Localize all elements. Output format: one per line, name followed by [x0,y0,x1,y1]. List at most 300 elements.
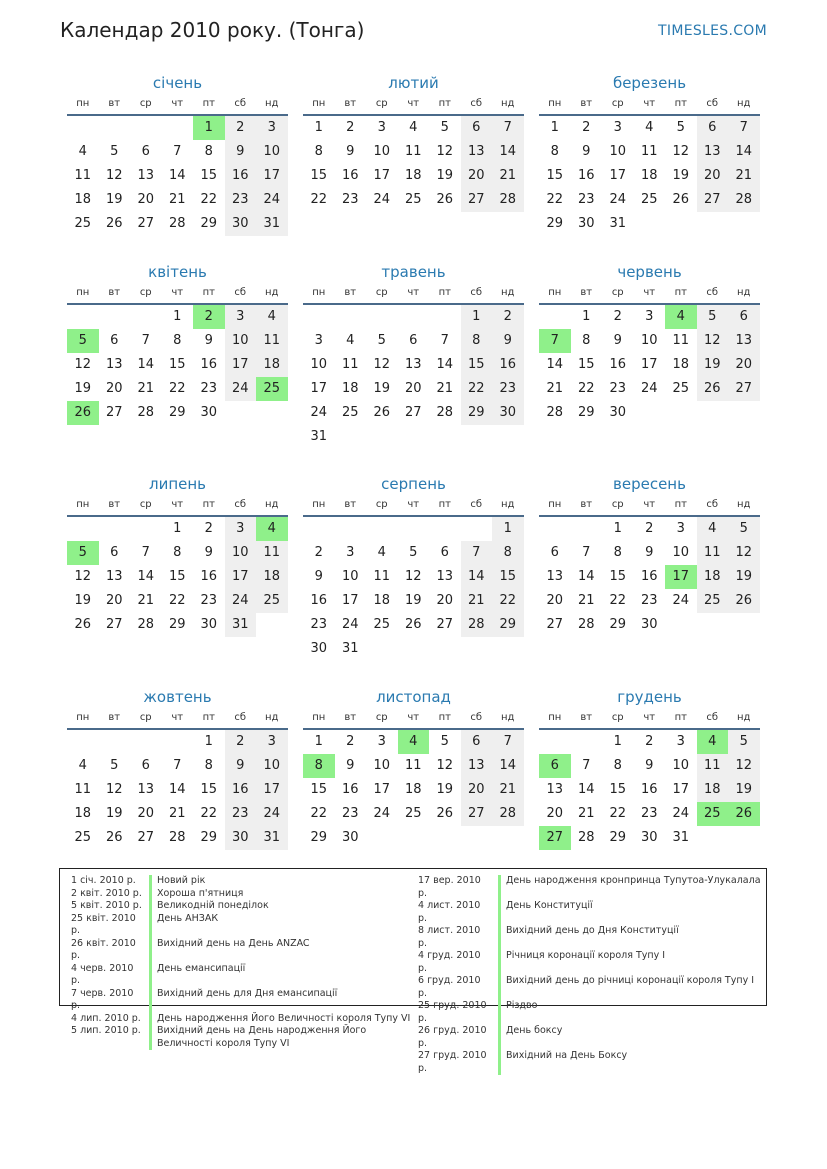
month-name: лютий [388,74,439,92]
day-cell: 22 [168,381,186,396]
day-cell: 5 [440,120,449,135]
day-cell: 17 [310,381,328,396]
day-cell: 24 [256,802,288,826]
weekday-header [539,94,760,116]
day-cell: 14 [546,357,564,372]
empty-cell [99,305,131,329]
day-cell: 25 [256,589,288,613]
weekday-label: вт [108,712,121,723]
week-row [539,613,760,637]
legend-date: 26 груд. 2010 р. [418,1025,487,1049]
day-cell: 24 [310,405,328,420]
day-cell: 13 [546,569,564,584]
day-cell: 13 [697,140,729,164]
day-cell: 14 [436,357,454,372]
day-cell: 27 [436,617,454,632]
day-cell: 13 [105,357,123,372]
day-cell: 9 [645,545,654,560]
month-name: листопад [376,688,451,706]
week-row [67,401,288,425]
day-cell: 2 [645,734,654,749]
legend-date [71,1038,143,1051]
day-cell: 24 [225,377,257,401]
day-cell: 30 [200,617,218,632]
week-row [67,565,288,589]
weekday-label: чт [643,287,656,298]
day-cell: 6 [550,545,559,560]
day-cell: 10 [672,758,690,773]
day-cell: 18 [74,192,92,207]
day-cell: 31 [225,613,257,637]
day-cell: 1 [204,734,213,749]
day-cell: 4 [78,144,87,159]
legend-row [418,875,761,900]
day-cell: 16 [640,782,658,797]
day-cell: 26 [436,806,454,821]
month-name: липень [148,475,207,493]
day-cell: 21 [492,778,524,802]
day-cell: 15 [168,569,186,584]
legend-holiday-name: Новий рік [157,875,206,886]
empty-cell [398,826,430,850]
day-cell: 12 [436,144,454,159]
empty-cell [492,425,524,449]
weekday-label: сб [234,499,247,510]
day-cell: 27 [137,830,155,845]
empty-cell [461,826,493,850]
day-cell: 28 [492,802,524,826]
week-row [539,802,760,826]
weekday-label: пн [76,499,90,510]
legend-marker [149,1038,152,1051]
week-row [539,329,760,353]
day-cell: 24 [256,188,288,212]
week-row [67,613,288,637]
day-cell: 26 [697,377,729,401]
day-cell: 18 [404,782,422,797]
day-cell: 14 [728,140,760,164]
day-cell: 3 [225,517,257,541]
day-cell: 2 [582,120,591,135]
day-cell: 5 [409,545,418,560]
day-cell: 24 [672,806,690,821]
legend-marker [498,1025,501,1050]
empty-cell [728,212,760,236]
day-cell: 3 [613,120,622,135]
legend-date: 5 квіт. 2010 р. [71,900,142,911]
legend-date: 25 квіт. 2010 р. [71,912,136,936]
legend-date: 8 лист. 2010 р. [418,925,481,949]
day-cell: 2 [346,734,355,749]
empty-cell [99,517,131,541]
weekday-label: пн [312,287,326,298]
legend-column-left [71,875,410,1050]
day-cell: 8 [582,333,591,348]
legend-marker [149,988,152,1013]
day-cell: 2 [492,305,524,329]
weekday-label: пн [548,98,562,109]
legend-holiday-name: День Конституції [506,900,593,911]
weekday-label: чт [407,287,420,298]
weekday-label: пт [674,712,687,723]
day-cell: 15 [609,569,627,584]
day-cell: 29 [577,405,595,420]
day-cell: 19 [74,381,92,396]
day-cell: 30 [640,830,658,845]
day-cell: 7 [440,333,449,348]
day-cell: 6 [141,144,150,159]
legend-row [71,1025,410,1038]
day-cell: 21 [577,806,595,821]
day-cell: 29 [492,613,524,637]
empty-cell [335,517,367,541]
day-cell: 22 [609,806,627,821]
week-row [67,188,288,212]
weekday-label: нд [265,499,279,510]
day-cell: 2 [225,116,257,140]
empty-cell [398,517,430,541]
month-4 [67,261,288,425]
week-row [303,637,524,661]
day-cell: 21 [728,164,760,188]
weekday-label: нд [265,712,279,723]
empty-cell [99,730,131,754]
holiday-legend [59,868,767,1074]
day-cell: 20 [137,806,155,821]
day-cell: 27 [105,405,123,420]
month-6 [539,261,760,425]
legend-marker [149,875,152,888]
day-cell: 25 [697,802,729,826]
day-cell: 31 [310,429,328,444]
day-cell: 18 [256,353,288,377]
day-cell: 30 [310,641,328,656]
weekday-label: сб [470,98,483,109]
day-cell: 7 [492,116,524,140]
empty-cell [728,401,760,425]
week-row [539,401,760,425]
weekday-label: вт [108,287,121,298]
day-cell: 26 [436,192,454,207]
day-cell: 23 [640,806,658,821]
empty-cell [492,637,524,661]
day-cell: 10 [640,333,658,348]
day-cell: 5 [67,541,99,565]
day-cell: 8 [173,545,182,560]
legend-date: 4 груд. 2010 р. [418,950,481,974]
day-cell: 17 [672,782,690,797]
day-cell: 24 [640,381,658,396]
day-cell: 16 [609,357,627,372]
day-cell: 11 [697,541,729,565]
day-cell: 16 [577,168,595,183]
legend-row [71,900,410,913]
legend-row [418,1025,761,1050]
day-cell: 7 [582,545,591,560]
week-row [303,802,524,826]
weekday-label: ср [611,98,624,109]
day-cell: 3 [256,730,288,754]
day-cell: 12 [74,357,92,372]
weekday-label: пн [548,499,562,510]
month-2 [303,72,524,212]
day-cell: 19 [436,168,454,183]
empty-cell [366,517,398,541]
day-cell: 27 [697,188,729,212]
legend-holiday-name: Великодній понеділок [157,900,269,911]
weekday-label: сб [706,98,719,109]
weekday-label: ср [139,499,152,510]
weekday-header [303,94,524,116]
month-12 [539,686,760,850]
legend-date: 6 груд. 2010 р. [418,975,481,999]
month-name: вересень [613,475,686,493]
day-cell: 19 [672,168,690,183]
empty-cell [697,212,729,236]
week-row [67,826,288,850]
day-cell: 27 [461,188,493,212]
day-cell: 8 [173,333,182,348]
day-cell: 11 [74,168,92,183]
site-link[interactable]: TIMESLES.COM [658,23,767,39]
month-name: травень [381,263,446,281]
day-cell: 15 [200,782,218,797]
legend-date: 7 черв. 2010 р. [71,987,134,1011]
day-cell: 20 [546,806,564,821]
day-cell: 11 [697,754,729,778]
day-cell: 8 [204,144,213,159]
weekday-label: ср [375,98,388,109]
day-cell: 17 [256,164,288,188]
day-cell: 9 [225,754,257,778]
weekday-header [67,708,288,730]
empty-cell [130,305,162,329]
week-row [303,826,524,850]
day-cell: 4 [78,758,87,773]
day-cell: 3 [225,305,257,329]
legend-date: 4 лист. 2010 р. [418,900,481,924]
day-cell: 22 [168,593,186,608]
day-cell: 19 [728,565,760,589]
week-row [539,589,760,613]
empty-cell [366,826,398,850]
day-cell: 2 [314,545,323,560]
day-cell: 10 [373,758,391,773]
day-cell: 6 [110,333,119,348]
weekday-label: ср [139,712,152,723]
weekday-header [67,283,288,305]
weekday-label: вт [580,287,593,298]
weekday-label: сб [470,499,483,510]
day-cell: 9 [492,329,524,353]
empty-cell [697,613,729,637]
weekday-label: пн [76,287,90,298]
day-cell: 2 [645,521,654,536]
day-cell: 14 [577,569,595,584]
weekday-header [539,283,760,305]
day-cell: 23 [225,188,257,212]
empty-cell [67,116,99,140]
day-cell: 7 [728,116,760,140]
week-row [67,140,288,164]
day-cell: 22 [577,381,595,396]
day-cell: 19 [74,593,92,608]
empty-cell [366,637,398,661]
day-cell: 29 [168,617,186,632]
day-cell: 23 [225,802,257,826]
day-cell: 19 [105,192,123,207]
day-cell: 6 [409,333,418,348]
day-cell: 28 [137,617,155,632]
empty-cell [429,425,461,449]
day-cell: 2 [193,305,225,329]
day-cell: 17 [609,168,627,183]
weekday-label: сб [234,98,247,109]
weekday-label: пт [202,287,215,298]
day-cell: 21 [436,381,454,396]
day-cell: 1 [461,305,493,329]
week-row [303,377,524,401]
week-row [303,401,524,425]
day-cell: 19 [436,782,454,797]
legend-date: 5 лип. 2010 р. [71,1025,141,1036]
weekday-label: пт [438,287,451,298]
day-cell: 1 [173,521,182,536]
day-cell: 23 [577,192,595,207]
legend-holiday-name: Вихідний день на День народження Його [157,1025,367,1036]
day-cell: 23 [341,806,359,821]
legend-holiday-name: День емансипації [157,962,246,974]
day-cell: 28 [546,405,564,420]
day-cell: 12 [697,329,729,353]
day-cell: 24 [373,806,391,821]
day-cell: 21 [168,192,186,207]
legend-row [71,1013,410,1026]
day-cell: 22 [200,806,218,821]
day-cell: 29 [461,401,493,425]
day-cell: 18 [74,806,92,821]
weekday-label: пн [548,287,562,298]
week-row [539,541,760,565]
day-cell: 23 [609,381,627,396]
day-cell: 24 [672,593,690,608]
day-cell: 15 [546,168,564,183]
day-cell: 1 [492,517,524,541]
day-cell: 27 [728,377,760,401]
legend-row [418,925,761,950]
weekday-label: пн [76,712,90,723]
day-cell: 10 [256,754,288,778]
day-cell: 19 [697,353,729,377]
day-cell: 20 [404,381,422,396]
empty-cell [571,517,603,541]
legend-marker [149,888,152,901]
weekday-label: чт [643,98,656,109]
day-cell: 9 [346,144,355,159]
month-3 [539,72,760,236]
day-cell: 6 [461,730,493,754]
month-name: січень [152,74,203,92]
day-cell: 7 [173,144,182,159]
day-cell: 12 [672,144,690,159]
day-cell: 23 [200,593,218,608]
day-cell: 21 [137,381,155,396]
day-cell: 4 [346,333,355,348]
day-cell: 25 [256,377,288,401]
month-name: серпень [381,475,446,493]
weekday-label: нд [265,287,279,298]
day-cell: 20 [546,593,564,608]
day-cell: 29 [168,405,186,420]
month-name: березень [612,74,687,92]
week-row [67,541,288,565]
day-cell: 30 [609,405,627,420]
day-cell: 4 [697,517,729,541]
day-cell: 30 [225,212,257,236]
empty-cell [99,116,131,140]
day-cell: 21 [577,593,595,608]
weekday-label: пн [312,499,326,510]
day-cell: 6 [539,754,571,778]
day-cell: 12 [105,168,123,183]
day-cell: 16 [225,164,257,188]
day-cell: 17 [225,565,257,589]
day-cell: 10 [310,357,328,372]
legend-marker [498,875,501,900]
legend-row [418,950,761,975]
legend-marker [149,900,152,913]
day-cell: 18 [672,357,690,372]
weekday-label: нд [501,712,515,723]
day-cell: 20 [461,164,493,188]
day-cell: 30 [492,401,524,425]
day-cell: 22 [461,377,493,401]
day-cell: 5 [728,517,760,541]
legend-date: 2 квіт. 2010 р. [71,887,142,899]
day-cell: 24 [225,589,257,613]
day-cell: 1 [582,309,591,324]
empty-cell [539,305,571,329]
week-row [303,754,524,778]
week-row [67,305,288,329]
day-cell: 26 [373,405,391,420]
day-cell: 22 [492,589,524,613]
week-row [539,778,760,802]
week-row [303,565,524,589]
legend-marker [149,1025,152,1038]
day-cell: 9 [204,545,213,560]
legend-marker [149,1013,152,1026]
day-cell: 7 [141,333,150,348]
weekday-label: ср [139,287,152,298]
legend-row [71,938,410,963]
week-row [67,778,288,802]
weekday-label: чт [171,499,184,510]
legend-row [71,875,410,888]
day-cell: 16 [200,357,218,372]
weekday-label: чт [171,712,184,723]
week-row [303,188,524,212]
week-row [303,305,524,329]
day-cell: 20 [436,593,454,608]
weekday-label: сб [706,287,719,298]
week-row [303,140,524,164]
weekday-label: вт [580,98,593,109]
day-cell: 16 [640,569,658,584]
weekday-label: чт [407,499,420,510]
legend-marker [498,900,501,925]
weekday-label: пн [312,98,326,109]
